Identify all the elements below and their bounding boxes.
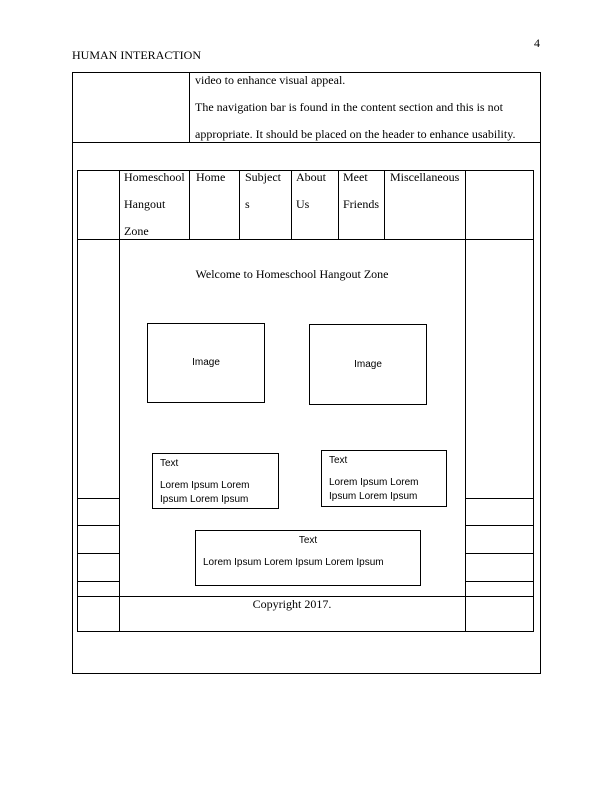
image-label-right: Image [354,359,382,370]
text-block-right [321,450,447,507]
text-block-right-body-2: Ipsum Lorem Ipsum [329,491,418,502]
nav-meet-friends[interactable]: Meet Friends [343,170,379,211]
left-cell-line-3 [77,553,119,554]
critique-line-1: video to enhance visual appeal. [195,73,346,87]
nav-divider-meet [384,170,385,240]
critique-column-divider [189,72,190,143]
left-cell-line-2 [77,525,119,526]
critique-line-2: The navigation bar is found in the content section and this is not [195,100,503,114]
nav-divider-subjects [291,170,292,240]
footer-copyright: Copyright 2017. [252,597,332,611]
text-block-right-title: Text [329,455,348,466]
nav-about-us[interactable]: About Us [296,170,326,211]
image-placeholder-right [309,324,427,405]
nav-home[interactable]: Home [196,170,226,184]
right-cell-line-3 [465,553,534,554]
nav-divider-about [338,170,339,240]
nav-logo: Homeschool Hangout Zone [124,170,185,238]
running-head: HUMAN INTERACTION [72,48,201,62]
right-cell-line-2 [465,525,534,526]
welcome-heading: Welcome to Homeschool Hangout Zone [195,267,389,281]
nav-subjects[interactable]: Subject s [245,170,281,211]
text-block-center-title: Text [298,535,318,546]
text-block-left-title: Text [160,458,179,469]
text-block-center-body: Lorem Ipsum Lorem Ipsum Lorem Ipsum [203,557,384,568]
text-block-left-body-1: Lorem Ipsum Lorem [160,480,250,491]
image-label-left: Image [192,357,220,368]
critique-line-3: appropriate. It should be placed on the header to enhance usability. [195,127,516,141]
right-cell-line-1 [465,498,534,499]
nav-divider-home [239,170,240,240]
text-block-right-body-1: Lorem Ipsum Lorem [329,477,419,488]
left-cell-line-1 [77,498,119,499]
right-cell-line-4 [465,581,534,582]
left-cell-line-4 [77,581,119,582]
text-block-center [195,530,421,586]
nav-miscellaneous[interactable]: Miscellaneous [390,170,460,184]
nav-divider-logo [189,170,190,240]
critique-row-divider [72,142,541,143]
text-block-left [152,453,279,509]
page-number: 4 [534,36,540,50]
image-placeholder-left [147,323,265,403]
text-block-left-body-2: Ipsum Lorem Ipsum [160,494,249,505]
